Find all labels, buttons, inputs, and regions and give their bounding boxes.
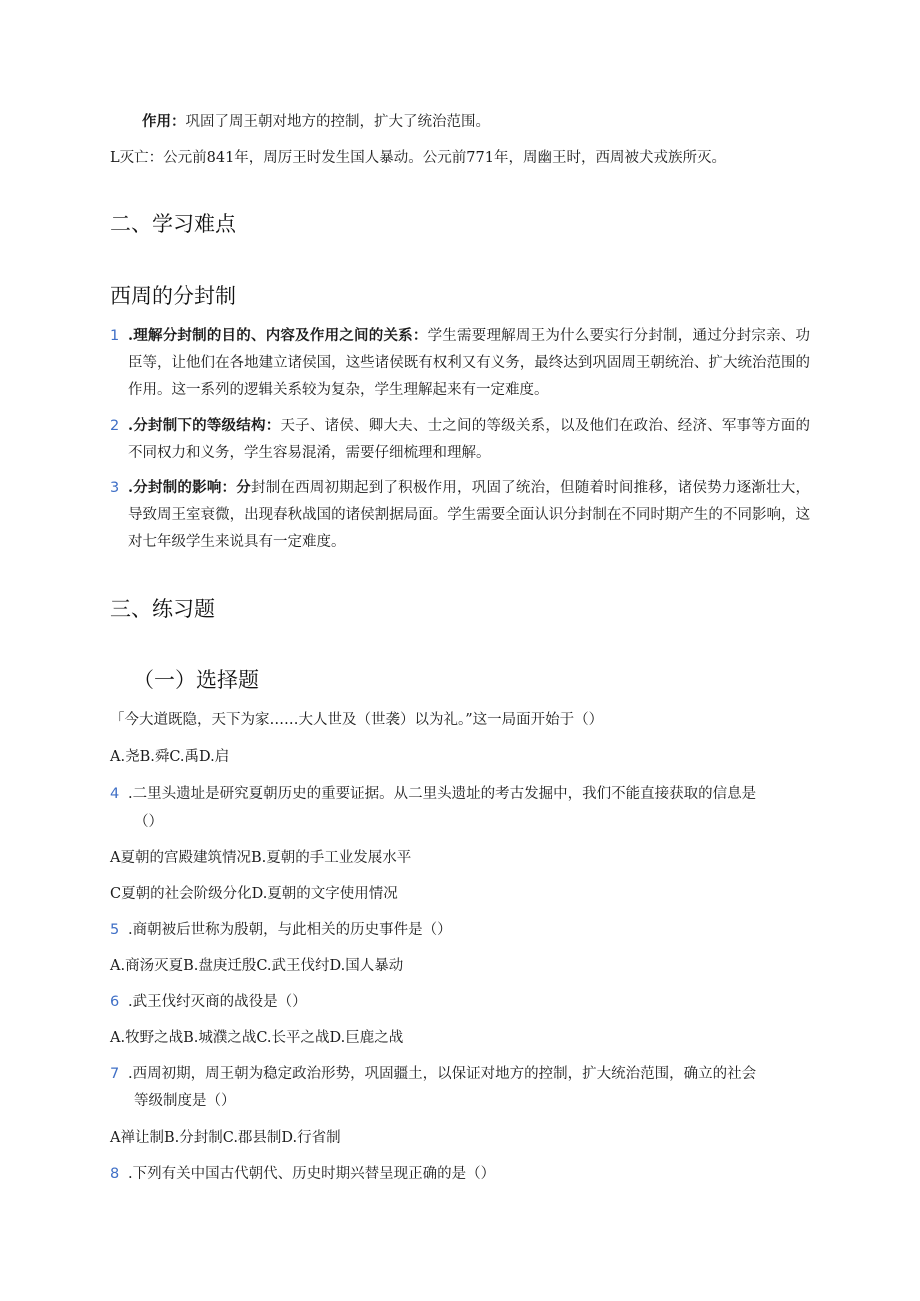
q4-options-2: C夏朝的社会阶级分化D.夏朝的文字使用情况 bbox=[110, 886, 398, 902]
point-3-lead: .分封制的影响：分 bbox=[128, 479, 251, 496]
q7-stem-2: 等级制度是（） bbox=[134, 1093, 236, 1109]
point-1-lead: .理解分封制的目的、内容及作用之间的关系： bbox=[128, 327, 428, 344]
q4-stem-1: .二里头遗址是研究夏朝历史的重要证据。从二里头遗址的考古发掘中，我们不能直接获取的信息是 bbox=[128, 786, 757, 802]
q5-stem: .商朝被后世称为殷朝，与此相关的历史事件是（） bbox=[128, 922, 452, 938]
q7-options: A禅让制B.分封制C.郡县制D.行省制 bbox=[110, 1130, 341, 1146]
q6-number: 6 bbox=[110, 994, 120, 1010]
q6-stem: .武王伐纣灭商的战役是（） bbox=[128, 994, 307, 1010]
effect-text: 巩固了周王朝对地方的控制，扩大了统治范围。 bbox=[185, 114, 490, 130]
section-3-title: 三、练习题 bbox=[110, 597, 215, 621]
point-2-text: 天子、诸侯、卿大夫、士之间的等级关系，以及他们在政治、经济、军事等方面的不同权力和义务，学生容易混淆，需要仔细梳理和理解。 bbox=[128, 418, 810, 461]
section-3-subtitle: （一）选择题 bbox=[133, 668, 259, 692]
point-2-lead: .分封制下的等级结构： bbox=[128, 417, 281, 434]
q8-stem: .下列有关中国古代朝代、历史时期兴替呈现正确的是（） bbox=[128, 1166, 496, 1182]
q3-options: A.尧B.舜C.禹D.启 bbox=[110, 749, 230, 765]
q8-number: 8 bbox=[110, 1166, 120, 1182]
q7-number: 7 bbox=[110, 1066, 120, 1082]
q6-options: A.牧野之战B.城濮之战C.长平之战D.巨鹿之战 bbox=[110, 1030, 404, 1046]
point-3 bbox=[128, 474, 810, 556]
q3-stem: 「今大道既隐，天下为家……大人世及（世袭）以为礼。”这一局面开始于（） bbox=[110, 712, 604, 728]
point-1-number: 1 bbox=[110, 328, 120, 344]
q5-number: 5 bbox=[110, 922, 120, 938]
q4-number: 4 bbox=[110, 786, 120, 802]
point-2 bbox=[128, 412, 810, 467]
section-2-subtitle: 西周的分封制 bbox=[110, 284, 236, 308]
effect-line bbox=[142, 112, 490, 132]
q4-stem-2: （） bbox=[134, 814, 163, 830]
effect-label: 作用： bbox=[142, 113, 186, 130]
point-1-text: 学生需要理解周王为什么要实行分封制，通过分封宗亲、功臣等，让他们在各地建立诸侯国，这些诸侯既有权利又有义务，最终达到巩固周王朝统治、扩大统治范围的作用。这一系列的逻辑关系较为复杂，学生理解起来有一定难度。 bbox=[128, 328, 811, 398]
point-3-text: 封制在西周初期起到了积极作用，巩固了统治，但随着时间推移，诸侯势力逐渐壮大，导致周王室衰微，出现春秋战国的诸侯割据局面。学生需要全面认识分封制在不同时期产生的不同影响，这对七年级学生来说具有一定难度。 bbox=[128, 480, 810, 550]
q7-stem-1: .西周初期，周王朝为稳定政治形势，巩固疆土，以保证对地方的控制，扩大统治范围，确立的社会 bbox=[128, 1066, 757, 1082]
q5-options: A.商汤灭夏B.盘庚迁殷C.武王伐纣D.国人暴动 bbox=[110, 958, 404, 974]
fall-line: L灭亡：公元前841年，周厉王时发生国人暴动。公元前771年，周幽王时，西周被犬戎族所灭。 bbox=[110, 150, 726, 166]
point-1 bbox=[128, 322, 810, 404]
point-2-number: 2 bbox=[110, 418, 120, 434]
section-2-title: 二、学习难点 bbox=[110, 212, 236, 236]
q4-options-1: A夏朝的宫殿建筑情况B.夏朝的手工业发展水平 bbox=[110, 850, 412, 866]
point-3-number: 3 bbox=[110, 480, 120, 496]
